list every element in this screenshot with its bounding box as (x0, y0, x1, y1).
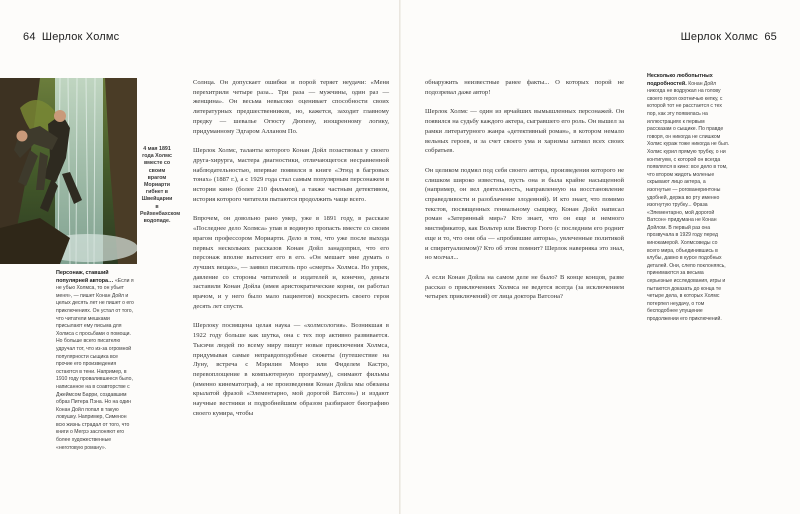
illustration-caption: 4 мая 1891 года Холмс вместе со своим врагом Мориарти гибнет в Швейцарии в Рейхенбахском водопаде. (140, 146, 181, 225)
right-page-title: Шерлок Холмс (680, 31, 759, 43)
sidebar-right (647, 73, 730, 324)
paragraph: А если Конан Дойла на самом деле не было? В конце концов, разве рассказ о приключениях Холмса не ведется всегда (за исключением четырех приключений) от лица доктора Ватсона? (425, 273, 624, 301)
illustration-two-men-wrestling-at-waterfall (0, 78, 137, 264)
left-page-number: 64 (23, 31, 36, 43)
right-page-number: 65 (764, 31, 777, 43)
sidebar-left-text: «Если я не убью Холмса, то он убьет меня», — пишет Конан Дойл и целых десять лет не пишет о его приключениях. Он устал от того, что читатели мешками присылают ему письма для Холмса с просьбами о помощи. Но больше всего писателю удручал тот, что из-за огромной популярности сыщика все прочие его произведения остаются в тени. Например, в 1910 году провалившееся было, написанное на в соавторстве с Джеймсом Барри, создавшим образ Питера Пэна. Но на один Конан Дойл попал в такую ловушку. Например, Сименон всю жизнь страдал от того, что книги о Мегрэ заслоняют его более художественные «неготовую роману». (56, 277, 134, 451)
left-page-column (193, 78, 389, 429)
paragraph: Он целиком подмял под себя своего автора, произведения которого не слишком широко известны, пусть она и была крайне насыщенной (например, он вел деятельность, направленную на восстановление справедливости и разоблачение злодеяний). И кто знает, что помимо текстов, посвященных гениальному сыщику, Конан Дойл написал роман «Затерянный мир»? Кто знает, что он еще и немного мистификатор, как Вольтер или Виктор Гюго (с последним его роднит еще и то, что они оба — «пробившие авторы», увлеченные политикой и спиритуализмом)? Кто об этом помнит? Шерлок наверняка это знал, но молчал... (425, 166, 624, 262)
paragraph: Шерлоку посвящена целая наука — «холмсология». Возникшая в 1922 году больше как шутка, она с тех пор активно развивается. Тысячи людей по всему миру пишут новые приключения Холмса, придумывая самые неправдоподобные сюжеты (путешествие на Луну, встреча с Мэрилин Монро или Фиделем Кастро, перевоплощение в компьютерную программу), снимают фильмы (именно кинематограф, а не произведения Конан Дойла мы обязаны крылатой фразой «Элементарно, мой дорогой Ватсон») и издают научные вестники и подробнейшим образом разбирают биографию своего кумира, чтобы (193, 322, 389, 417)
page-gutter (399, 0, 401, 514)
left-page-title: Шерлок Холмс (41, 31, 120, 43)
paragraph: Солнца. Он допускает ошибки и порой теряет неудачи: «Меня перехитрили четыре раза... Три раза — мужчины, один раз — женщина». Он весьма невысоко оценивает способности своих литературных предшественников, но, кажется, заходит главному предку — шевалье Огюсту Дюпену, изощренному логику, придуманному Эдгаром Алланом По. (193, 79, 389, 135)
sidebar-right-text: Конан Дойл никогда не водружал на голову своего героя охотничью кепку, с которой тот не расстается с тех пор, как эту появилась на иллюстрациях к первым рассказам о сыщике. По правде говоря, он никогда не слишком Холмс кураж тоже никогда не был. Холмс курил прямую трубку, о ни контигуем, с которой он всегда появлялся в кино: все дело в том, что втором жидоть моленые скрывают лицо актера, а изогнутые — рогованеринтоны удобней, держа во рту именно изогнутую трубку... Фраза «Элементарно, мой дорогой Ватсон» придумана не Конан Дойлом. В первый раз она прозвучала в 1929 году перед кинокамерой. Холмсоведы со всего мира, объединившись в клубы, давно в курсе подобных деталей. Они, слепо поклоняясь, принимаются за весьма серьезные исследования, игры и пытаются доказать до конца те четыре дела, в которых Холмс потерпел неудачу, о том бесподобнее упущение продолжении его приключений. (647, 80, 730, 322)
right-running-head (681, 31, 780, 43)
right-page-column (425, 78, 624, 312)
paragraph: обнаружить неизвестные ранее факты... О которых порой не подозревал даже автор! (425, 79, 624, 96)
sidebar-left-title: Персонаж, ставший популярней автора… (56, 270, 115, 284)
sidebar-left (56, 270, 136, 452)
sidebar-right-title: Несколько любопытных подробностей. (647, 73, 713, 87)
left-running-head (20, 31, 119, 43)
paragraph: Шерлок Холмс — один из ярчайших вымышленных персонажей. Он появился на судьбу каждого актера, сыгравшего его роль. Он вышел за рамки литературного жанра «детективный роман», в котором немало вельных героев, и за счет своего ума и харизмы затмил всех своих собратьев. (425, 108, 624, 155)
paragraph: Впрочем, он довольно рано умер, уже в 1891 году, в рассказе «Последнее дело Холмса» упав в водяную пропасть вместе со своим врагом профессором Мориарти. Дело в том, что уже после выхода первых нескольких рассказов Конан Дойл занадоприл, что его персонаж вполне вытеснит его в его. «Он мешает мне думать о лучших вещах», — заявил писатель про «смерть» Холмса. Но упрек, давление со стороны читателей и издателей и, конечно, деньги заставили Конан Дойла (имея аристократические корни, он работал врачом, и у него было мало пациентов) воскресить своего героя десять лет спустя. (193, 215, 389, 310)
paragraph: Шерлок Холмс, таланты которого Конан Дойл позаствовал у своего друга-хирурга, мастера диагностики, отличающегося несравненной наблюдательностью, впервые появился в книге «Этюд в багровых тонах» (1887 г.), а с 1929 года стал самым популярным персонажем в истории кино (более 210 фильмов), а также частным детективом, история которого читатели пытаются продолжить чаще всего. (193, 147, 389, 203)
